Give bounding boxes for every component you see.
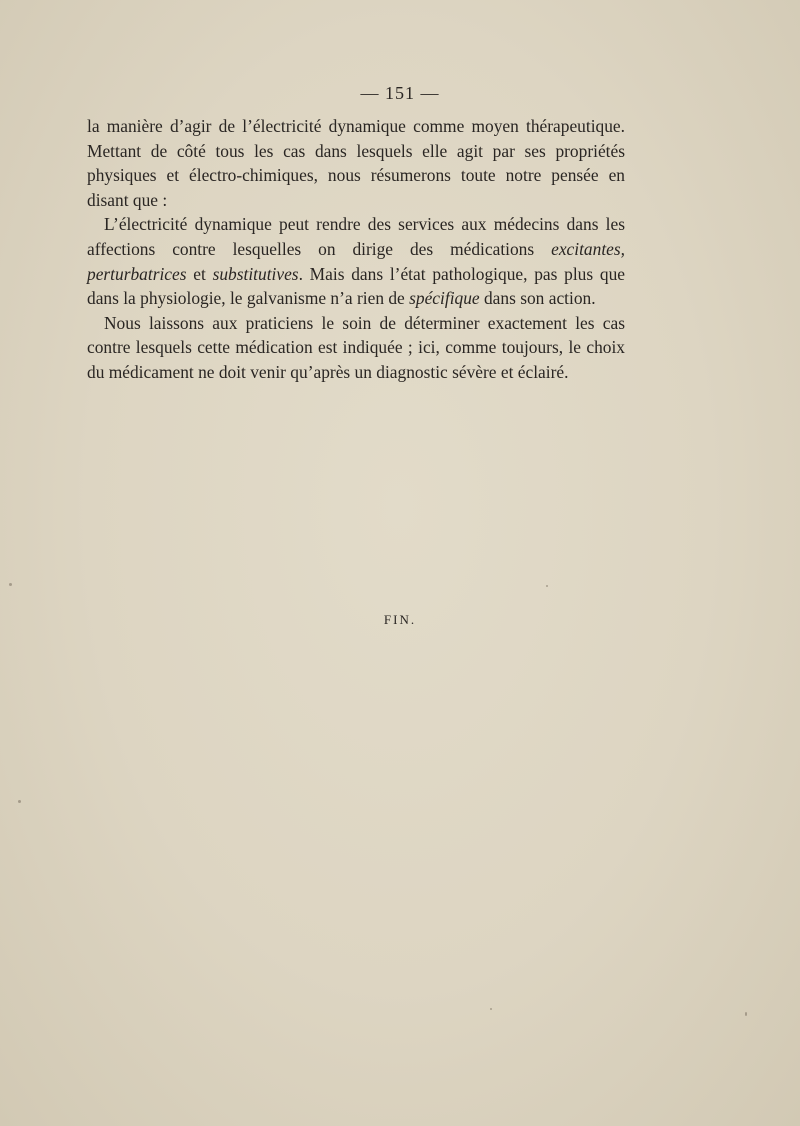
fin-marker: FIN. bbox=[383, 612, 417, 627]
para2-text-2: et bbox=[186, 263, 213, 284]
para2-italic-1: excitantes, perturbatrices bbox=[87, 238, 625, 284]
para2-italic-3: spécifique bbox=[409, 288, 480, 309]
para2-italic-2: substitutives bbox=[212, 263, 299, 284]
paper-speck bbox=[18, 800, 21, 803]
body-text bbox=[87, 114, 625, 385]
paragraph-2 bbox=[87, 212, 625, 310]
paper-speck bbox=[745, 1012, 747, 1016]
paragraph-1: la manière d’agir de l’électricité dynamique comme moyen thérapeutique. Mettant de côté tous les cas dans lesquels elle agit par ses propriétés physiques et électro-chimiques, nous résumerons toute notre pensée en disant que : bbox=[87, 116, 625, 210]
paper-speck bbox=[490, 1008, 492, 1010]
paper-speck bbox=[9, 583, 12, 586]
paper-speck bbox=[546, 585, 548, 587]
para2-text-3: . Mais dans l’état pathologique, pas plus que dans la physiologie, le galvanisme n’a rien de bbox=[87, 263, 626, 309]
para2-text-1: L’électricité dynamique peut rendre des services aux médecins dans les affections contre lesquelles on dirige des médications bbox=[87, 214, 625, 259]
page-number: — 151 — bbox=[360, 83, 440, 103]
paragraph-3: Nous laissons aux praticiens le soin de déterminer exactement les cas contre lesquels cette médication est indiquée ; ici, comme toujours, le choix du médicament ne doit venir qu’après un diagnostic sévère et éclairé. bbox=[87, 312, 625, 382]
para2-text-4: dans son action. bbox=[479, 288, 596, 309]
